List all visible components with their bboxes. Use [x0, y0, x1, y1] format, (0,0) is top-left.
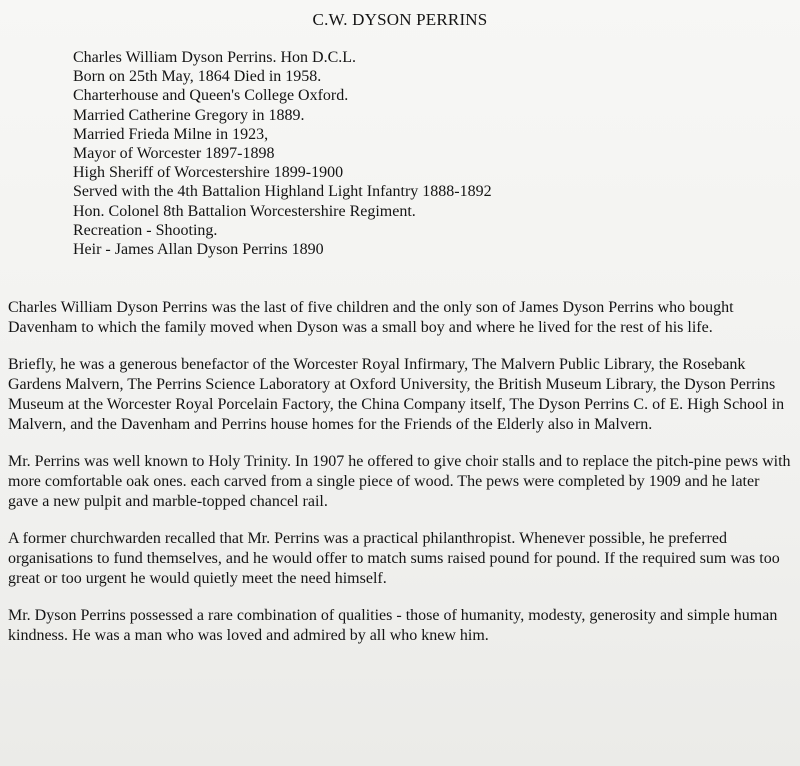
fact-line: Married Frieda Milne in 1923,: [73, 125, 269, 143]
fact-line: Recreation - Shooting.: [73, 221, 218, 239]
biographical-facts-list: [73, 48, 492, 259]
paragraph-benefactor: Briefly, he was a generous benefactor of the Worcester Royal Infirmary, The Malvern Public Library, the Rosebank Gardens Malvern, The Perrins Science Laboratory at Oxford University, the British Museum Library, the Dyson Perrins Museum at the Worcester Royal Porcelain Factory, the China Company itself, The Dyson Perrins C. of E. High School in Malvern, and the Davenham and Perrins house homes for the Friends of the Elderly also in Malvern.: [8, 356, 785, 433]
fact-line: Heir - James Allan Dyson Perrins 1890: [73, 241, 324, 259]
paragraph-philanthropist: A former churchwarden recalled that Mr. Perrins was a practical philanthropist. Whenever possible, he preferred organisations to fund themselves, and he would offer to match sums raised pound for pound. If the required sum was too great or too urgent he would quietly meet the need himself.: [8, 530, 780, 587]
fact-line: Mayor of Worcester 1897-1898: [73, 145, 275, 163]
fact-line: High Sheriff of Worcestershire 1899-1900: [73, 164, 344, 182]
fact-line: Married Catherine Gregory in 1889.: [73, 106, 305, 124]
fact-line: Charterhouse and Queen's College Oxford.: [73, 87, 349, 105]
fact-line: Served with the 4th Battalion Highland Light Infantry 1888-1892: [73, 183, 492, 201]
document-title: C.W. DYSON PERRINS: [312, 10, 488, 29]
paragraph-holy-trinity: Mr. Perrins was well known to Holy Trinity. In 1907 he offered to give choir stalls and to replace the pitch-pine pews with more comfortable oak ones. each carved from a single piece of wood. The pews were completed by 1909 and he later gave a new pulpit and marble-topped chancel rail.: [8, 453, 791, 510]
fact-line: Born on 25th May, 1864 Died in 1958.: [73, 68, 322, 86]
paragraph-qualities: Mr. Dyson Perrins possessed a rare combination of qualities - those of humanity, modesty, generosity and simple human kindness. He was a man who was loved and admired by all who knew him.: [8, 607, 778, 644]
fact-line: Hon. Colonel 8th Battalion Worcestershire Regiment.: [73, 202, 416, 220]
fact-line: Charles William Dyson Perrins. Hon D.C.L.: [73, 49, 357, 66]
paragraph-family: Charles William Dyson Perrins was the last of five children and the only son of James Dyson Perrins who bought Davenham to which the family moved when Dyson was a small boy and where he lived for the rest of his life.: [8, 299, 734, 336]
body-text: [8, 298, 793, 663]
